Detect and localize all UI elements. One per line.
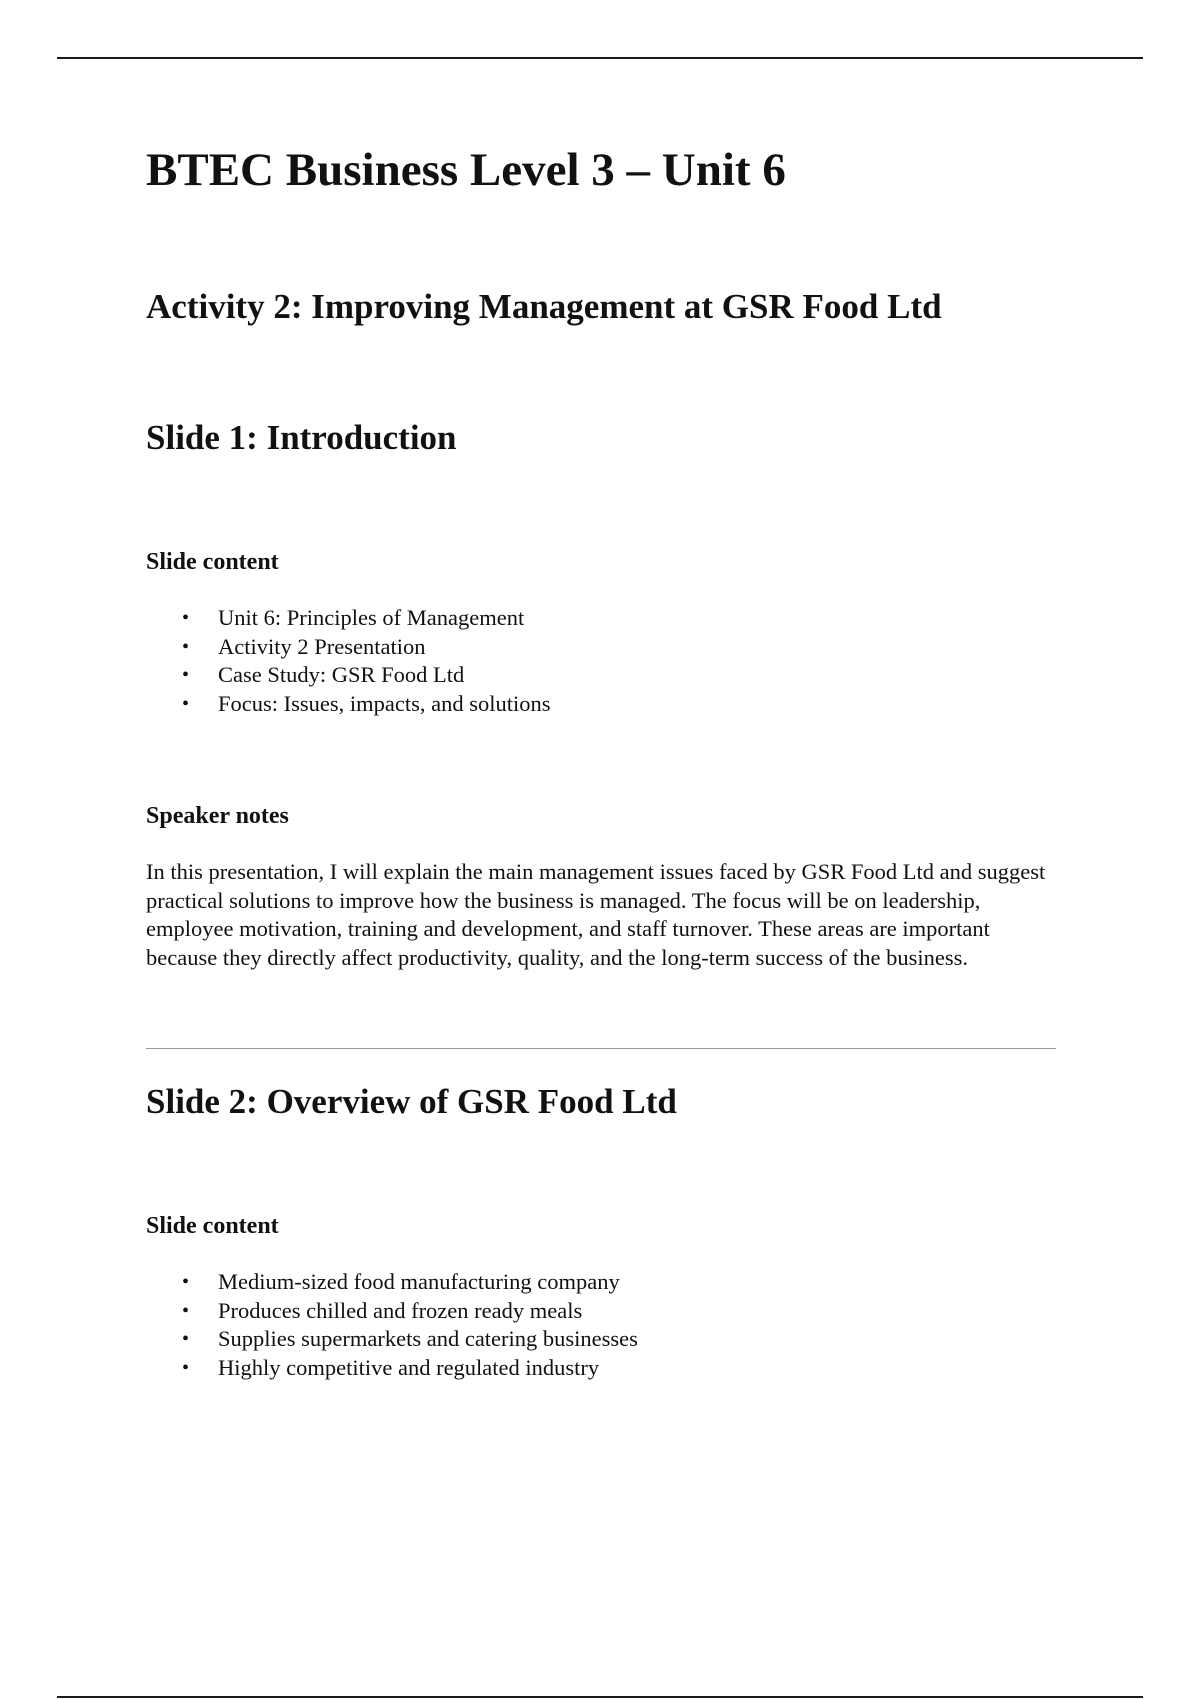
- slide-1-speaker-notes-label: Speaker notes: [146, 803, 289, 829]
- slide-1-speaker-notes: In this presentation, I will explain the main management issues faced by GSR Food Ltd and suggest practical solutions to improve how the business is managed. The focus will be on leadership, employee motivation, training and development, and staff turnover. These areas are important because they directly affect productivity, quality, and the long-term success of the business.: [146, 859, 1046, 970]
- list-item: • Case Study: GSR Food Ltd: [146, 661, 551, 690]
- list-item: • Highly competitive and regulated industry: [146, 1354, 638, 1383]
- document-subtitle: Activity 2: Improving Management at GSR Food Ltd: [146, 287, 942, 326]
- list-item: • Activity 2 Presentation: [146, 633, 551, 662]
- slide-2-bullet-list: [146, 1268, 638, 1382]
- slide-1-bullet-list: [146, 604, 551, 718]
- list-item: • Supplies supermarkets and catering businesses: [146, 1325, 638, 1354]
- document-title: BTEC Business Level 3 – Unit 6: [146, 144, 786, 196]
- slide-1-heading: Slide 1: Introduction: [146, 418, 457, 457]
- list-item: • Focus: Issues, impacts, and solutions: [146, 690, 551, 719]
- list-item: • Medium-sized food manufacturing company: [146, 1268, 638, 1297]
- slide-2-content-label: Slide content: [146, 1213, 279, 1239]
- list-item: • Unit 6: Principles of Management: [146, 604, 551, 633]
- page-bottom-rule: [57, 1696, 1143, 1698]
- list-item: • Produces chilled and frozen ready meals: [146, 1297, 638, 1326]
- page-top-rule: [57, 57, 1143, 59]
- slide-1-content-label: Slide content: [146, 549, 279, 575]
- section-divider: [146, 1048, 1056, 1049]
- slide-2-heading: Slide 2: Overview of GSR Food Ltd: [146, 1082, 677, 1121]
